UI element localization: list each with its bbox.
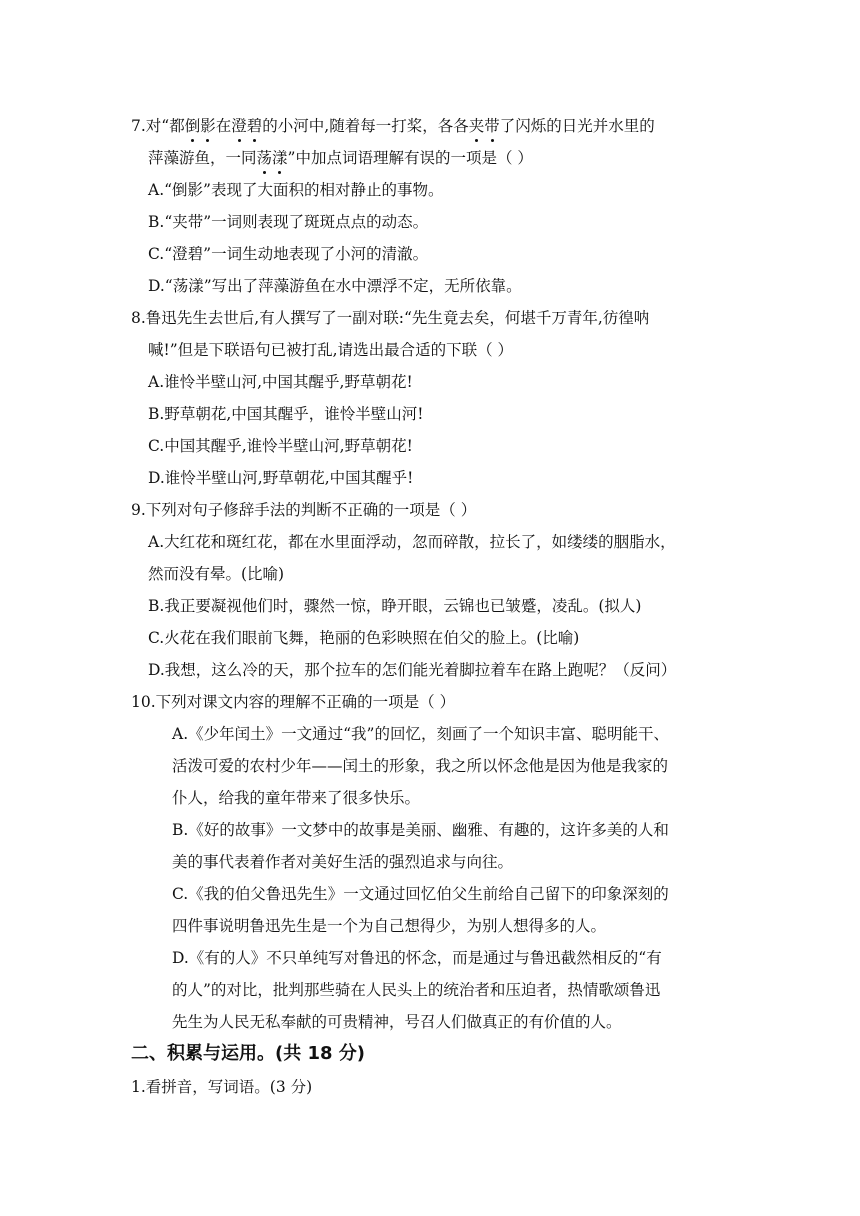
- q10-option-c-cont: 四件事说明鲁迅先生是一个为自己想得少，为别人想得多的人。: [172, 917, 607, 935]
- dotted-char: 夹: [468, 117, 485, 135]
- q10-option-b: B.《好的故事》一文梦中的故事是美丽、幽雅、有趣的，这许多美的人和: [172, 821, 669, 839]
- q7-stem-line-1: 7.对“都倒影在澄碧的小河中,随着每一打桨，各各夹带了闪烁的日光并水里的: [131, 117, 655, 135]
- q8-option-d: D.谁怜半壁山河,野草朝花,中国其醒乎!: [148, 469, 414, 487]
- q10-option-d-cont: 先生为人民无私奉献的可贵精神，号召人们做真正的有价值的人。: [172, 1013, 622, 1031]
- q10-option-a-cont: 仆人，给我的童年带来了很多快乐。: [172, 789, 421, 807]
- dotted-char: 澄: [231, 117, 247, 135]
- q9-option-a-cont: 然而没有晕。(比喻): [148, 565, 285, 583]
- q8-option-a: A.谁怜半壁山河,中国其醒乎,野草朝花!: [148, 373, 413, 391]
- q10-stem: 10.下列对课文内容的理解不正确的一项是（ ）: [131, 693, 456, 711]
- q10-option-a-cont: 活泼可爱的农村少年——闰土的形象，我之所以怀念他是因为他是我家的: [172, 757, 669, 775]
- q10-option-d-cont: 的人”的对比，批判那些骑在人民头上的统治者和压迫者，热情歌颂鲁迅: [172, 981, 661, 999]
- q9-option-d: D.我想，这么冷的天，那个拉车的怎们能光着脚拉着车在路上跑呢？（反问）: [148, 661, 677, 679]
- dotted-char: 带: [484, 117, 500, 135]
- q8-stem-line-1: 8.鲁迅先生去世后,有人撰写了一副对联:“先生竟去矣，何堪千万青年,彷徨呐: [131, 309, 650, 327]
- dotted-char: 碧: [246, 117, 263, 135]
- q7-option-d: D.“荡漾”写出了萍藻游鱼在水中漂浮不定，无所依靠。: [148, 277, 522, 295]
- q9-option-c: C.火花在我们眼前飞舞，艳丽的色彩映照在伯父的脸上。(比喻): [148, 629, 580, 647]
- dotted-char: 倒: [184, 117, 201, 135]
- dotted-char: 荡: [256, 149, 273, 167]
- dotted-char: 影: [200, 117, 216, 135]
- q10-option-c: C.《我的伯父鲁迅先生》一文通过回忆伯父生前给自己留下的印象深刻的: [172, 885, 669, 903]
- q7-option-c: C.“澄碧”一词生动地表现了小河的清澈。: [148, 245, 429, 263]
- dotted-char: 漾: [272, 149, 288, 167]
- q10-option-b-cont: 美的事代表着作者对美好生活的强烈追求与向往。: [172, 853, 514, 871]
- q7-option-a: A.“倒影”表现了大面积的相对静止的事物。: [148, 181, 444, 199]
- q8-option-c: C.中国其醒乎,谁怜半壁山河,野草朝花!: [148, 437, 413, 455]
- q10-option-a: A.《少年闰土》一文通过“我”的回忆，刻画了一个知识丰富、聪明能干、: [172, 725, 669, 743]
- section2-q1: 1.看拼音，写词语。(3 分): [131, 1078, 313, 1096]
- q7-stem-line-2: 萍藻游鱼，一同荡漾”中加点词语理解有误的一项是（ ）: [148, 149, 533, 167]
- q9-stem: 9.下列对句子修辞手法的判断不正确的一项是（ ）: [131, 501, 477, 519]
- q9-option-a: A.大红花和斑红花，都在水里面浮动，忽而碎散，拉长了，如缕缕的胭脂水，: [148, 533, 676, 551]
- q9-option-b: B.我正要凝视他们时，骤然一惊，睁开眼，云锦也已皱蹙，凌乱。(拟人): [148, 597, 642, 615]
- q7-option-b: B.“夹带”一词则表现了斑斑点点的动态。: [148, 213, 429, 231]
- q8-option-b: B.野草朝花,中国其醒乎，谁怜半壁山河!: [148, 405, 424, 423]
- section-heading: 二、积累与运用。(共 18 分): [131, 1043, 366, 1064]
- q8-stem-line-2: 喊!”但是下联语句已被打乱,请选出最合适的下联（ ）: [148, 341, 514, 359]
- q10-option-d: D.《有的人》不只单纯写对鲁迅的怀念，而是通过与鲁迅截然相反的“有: [172, 949, 662, 967]
